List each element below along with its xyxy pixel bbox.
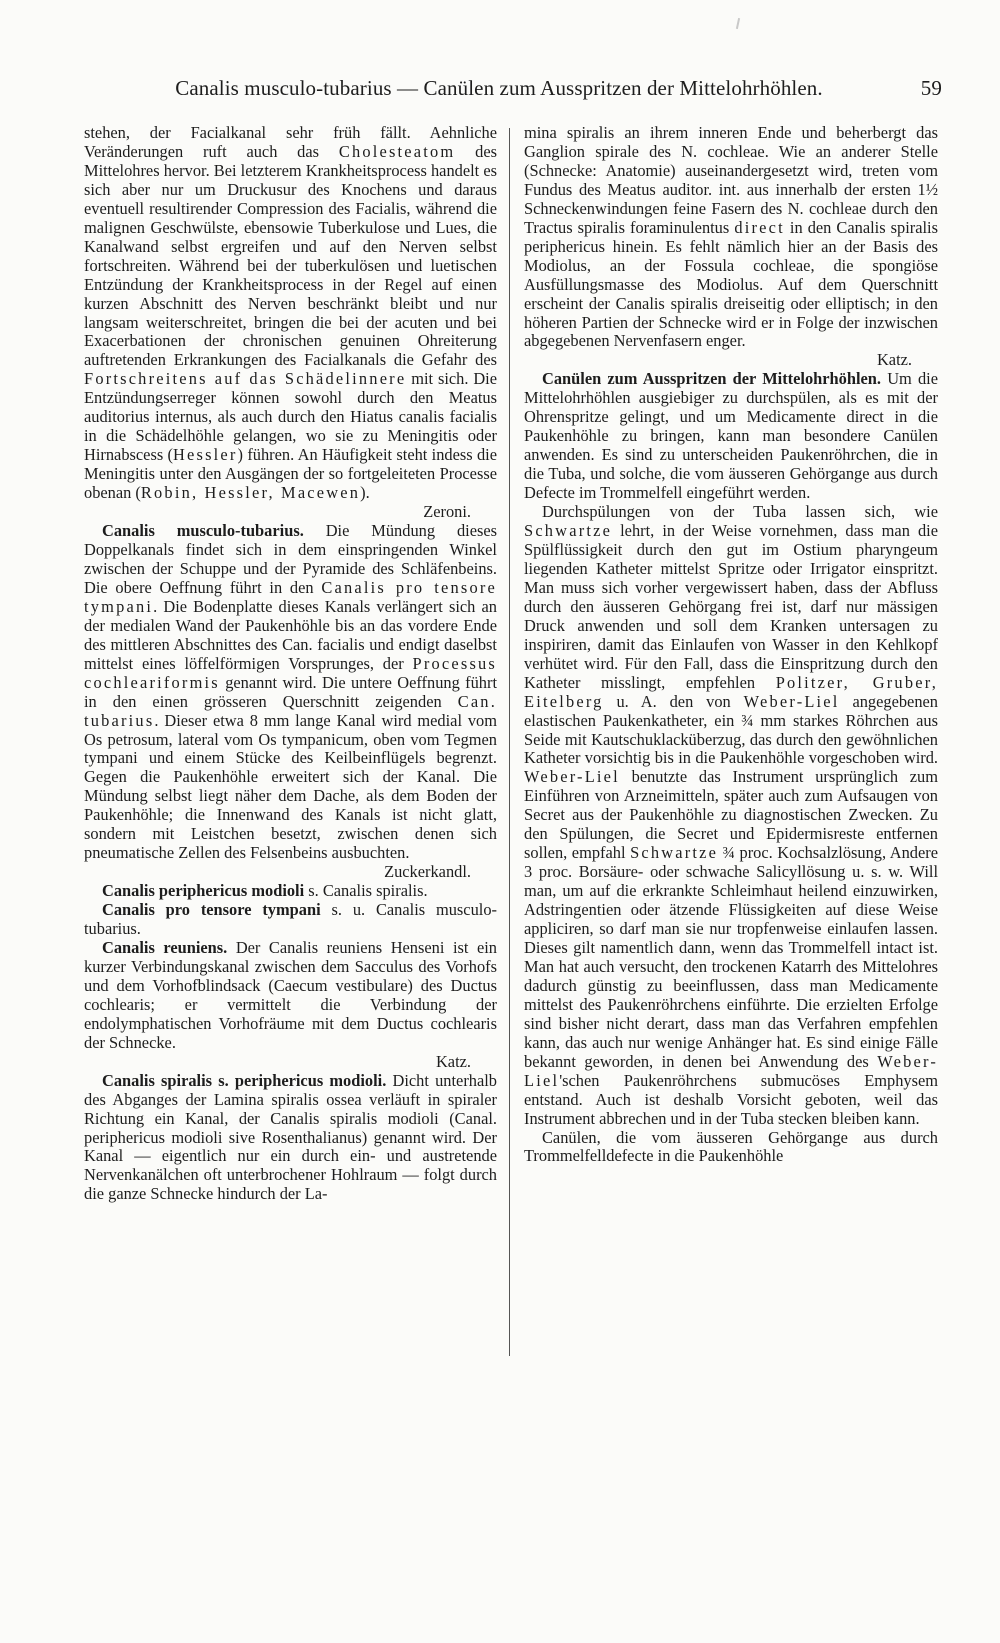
entry-canalis-reuniens: Canalis reuniens. Der Canalis reuniens Henseni ist ein kurzer Verbindungskanal zwischen dem Sacculus des Vorhofs und dem Vorhofblindsack (Caecum vestibulare) des Ductus cochlearis; er vermittelt die Verbindung der endolymphatischen Vorhofräume mit dem Ductus cochlearis der Schnecke. — [84, 937, 497, 1052]
paragraph: Canülen, die vom äusseren Gehörgange aus durch Trommelfelldefecte in die Paukenhöhle — [524, 1127, 938, 1166]
column-divider — [509, 128, 510, 1356]
entry-canalis-periphericus: Canalis periphericus modioli s. Canalis spiralis. — [102, 881, 428, 901]
entry-heading: Canalis spiralis s. periphericus modioli. — [102, 1070, 387, 1090]
paragraph: stehen, der Facialkanal sehr früh fällt. Aehnliche Veränderungen ruft auch das Cholesteatom des Mittelohres hervor. Bei letzterem Krankheitsprocess handelt es sich aber nur um Druckusur des Knochens und daraus eventuell resultirender Compression des Facialis, während die malignen Geschwülste, ebensowie Tuberkulose und Lues, die Kanalwand selbst ergreifen und auf den Nerven selbst fortschreiten. Während bei der tuberkulösen und luetischen Entzündung der Krankheitsprocess in der Regel auf einen kurzen Abschnitt des Nerven beschränkt bleibt und nur langsam weiterschreitet, bringen die bei der acuten und bei Exacerbationen der chronischen genuinen Ohreiterung auftretenden Erkrankungen des Facialkanals die Gefahr des Fortschreitens auf das Schädelinnere mit sich. Die Entzündungserreger können sowohl durch den Meatus auditorius internus, als auch durch den Hiatus canalis facialis in die Schädelhöhle gelangen, wo sie zu Meningitis oder Hirnabscess (Hessler) führen. An Häufigkeit steht indess die Meningitis unter den Ausgängen der so fortgeleiteten Processe obenan (Robin, Hessler, Macewen). — [84, 123, 497, 503]
author-signature: Katz. — [435, 1051, 471, 1071]
running-header — [96, 76, 942, 110]
entry-canuelen: Canülen zum Ausspritzen der Mittelohrhöhlen. Um die Mittelohrhöhlen ausgiebiger zu durchspülen, als es mit der Ohrenspritze gelingt, und um Medicamente direct in die Paukenhöhle zu bringen, kann man besondere Canülen anwenden. Es sind zu unterscheiden Paukenröhrchen, die in die Tuba, und solche, die vom äusseren Gehörgange aus durch Defecte im Trommelfell eingeführt werden. — [524, 369, 938, 503]
right-column — [524, 124, 938, 1166]
paragraph: Durchspülungen von der Tuba lassen sich, wie Schwartze lehrt, in der Weise vornehmen, dass man die Spülflüssigkeit durch den gut im Ostium pharyngeum liegenden Katheter mittelst Spritze oder Irrigator einspritzt. Man muss sich vorher vergewissert haben, dass der Abfluss durch den äusseren Gehörgang frei ist, darf nur mässigen Druck anwenden und soll dem Kranken untersagen zu inspiriren, damit das Einlaufen von Wasser in den Kehlkopf verhütet wird. Für den Fall, dass die Einspritzung durch den Katheter misslingt, empfehlen Politzer, Gruber, Eitelberg u. A. den von Weber-Liel angegebenen elastischen Paukenkatheter, ein ¾ mm starkes Röhrchen aus Seide mit Kautschuklacküberzug, das durch den gewöhnlichen Katheter vorsichtig bis in die Paukenhöhle vorgeschoben wird. Weber-Liel benutzte das Instrument ursprünglich zum Einführen von Arzneimitteln, später auch zum Aufsaugen von Secret aus der Paukenhöhle zu diagnostischen Zwecken. Zu den Spülungen, die Secret und Epidermisreste entfernen sollen, empfahl Schwartze ¾ proc. Kochsalzlösung, Andere 3 proc. Borsäure- oder schwache Salicyllösung u. s. w. Will man, um auf die erkrankte Schleimhaut heilend einzuwirken, Adstringentien oder ätzende Flüssigkeiten auf diese Weise appliciren, so darf man sie nur tropfenweise einlaufen lassen. Dieses gilt namentlich dann, wenn das Trommelfell intact ist. Man hat auch versucht, den trockenen Katarrh des Mittelohres dadurch günstig zu beeinflussen, dass man Medicamente mittelst des Paukenröhrchens einführte. Die erzielten Erfolge sind bisher nicht derart, dass man das Verfahren empfehlen kann, das auch nur wenige Anhänger hat. Es sind einige Fälle bekannt geworden, in denen bei Anwendung des Weber-Liel'schen Paukenröhrchens submucöses Emphysem entstand. Auch ist deshalb Vorsicht geboten, weil das Instrument abbrechen und in der Tuba stecken bleiben kann. — [524, 502, 938, 1128]
entry-canalis-musculo-tubarius: Canalis musculo-tubarius. Die Mündung dieses Doppelkanals findet sich in dem einspringenden Winkel zwischen der Schuppe und der Pyramide des Schläfenbeins. Die obere Oeffnung führt in den Canalis pro tensore tympani. Die Bodenplatte dieses Kanals verlängert sich an der medialen Wand der Paukenhöhle bis an das vordere Ende des mittleren Abschnittes des Can. facialis und endigt daselbst mittelst eines löffelförmigen Vorsprunges, der Processus cochleariformis genannt wird. Die untere Oeffnung führt in den einen grösseren Querschnitt zeigenden Can. tubarius. Dieser etwa 8 mm lange Kanal wird medial vom Os petrosum, lateral vom Os tympanicum, oben vom Tegmen tympani und einem Stücke des Keilbeinflügels begrenzt. Gegen die Paukenhöhle erweitert sich der Kanal. Die Mündung selbst liegt näher dem Dache, als dem Boden der Paukenhöhle; die Innenwand des Kanals ist nicht glatt, sondern mit Leistchen besetzt, zwischen denen sich pneumatische Zellen des Felsenbeins ausbuchten. — [84, 521, 497, 863]
entry-heading: Canülen zum Ausspritzen der Mittelohrhöhlen. — [542, 369, 882, 389]
author-signature: Zeroni. — [423, 502, 471, 522]
entry-heading: Canalis pro tensore tympani — [102, 900, 321, 920]
scan-mark — [736, 18, 740, 29]
entry-canalis-pro-tensore: Canalis pro tensore tympani s. u. Canalis musculo-tubarius. — [84, 900, 497, 939]
page-number: 59 — [920, 76, 942, 100]
author-signature: Katz. — [876, 350, 912, 370]
header-title: Canalis musculo-tubarius — Canülen zum Ausspritzen der Mittelohrhöhlen. — [175, 76, 823, 100]
entry-heading: Canalis musculo-tubarius. — [102, 521, 304, 541]
entry-heading: Canalis reuniens. — [102, 937, 228, 957]
paragraph: mina spiralis an ihrem inneren Ende und beherbergt das Ganglion spirale des N. cochleae. Wie an anderer Stelle (Schnecke: Anatomie) auseinandergesetzt wird, treten vom Fundus des Meatus auditor. int. aus innerhalb der ersten 1½ Schneckenwindungen feine Fasern des N. cochleae durch den Tractus spiralis foraminulentus direct in den Canalis spiralis periphericus hinein. Es fehlt nämlich hier an der Basis des Modiolus, an der Fossula cochleae, die spongiöse Ausfüllungsmasse des Modiolus. Auf dem Querschnitt erscheint der Canalis spiralis dreiseitig oder elliptisch; in den höheren Partien der Schnecke wird er in Folge der inzwischen abgegebenen Nervenfasern enger. — [524, 123, 938, 351]
entry-heading: Canalis periphericus modioli — [102, 881, 305, 901]
author-signature: Zuckerkandl. — [384, 862, 471, 882]
entry-canalis-spiralis: Canalis spiralis s. periphericus modioli. Dicht unterhalb des Abganges der Lamina spiralis ossea verläuft in spiraler Richtung ein Kanal, der Canalis spiralis modioli (Canal. periphericus modioli sive Rosenthalianus) genannt wird. Der Kanal — eigentlich nur ein durch ein- und austretende Nervenkanälchen oft unterbrochener Hohlraum — folgt durch die ganze Schnecke hindurch der La- — [84, 1070, 497, 1204]
left-column — [84, 124, 497, 1204]
